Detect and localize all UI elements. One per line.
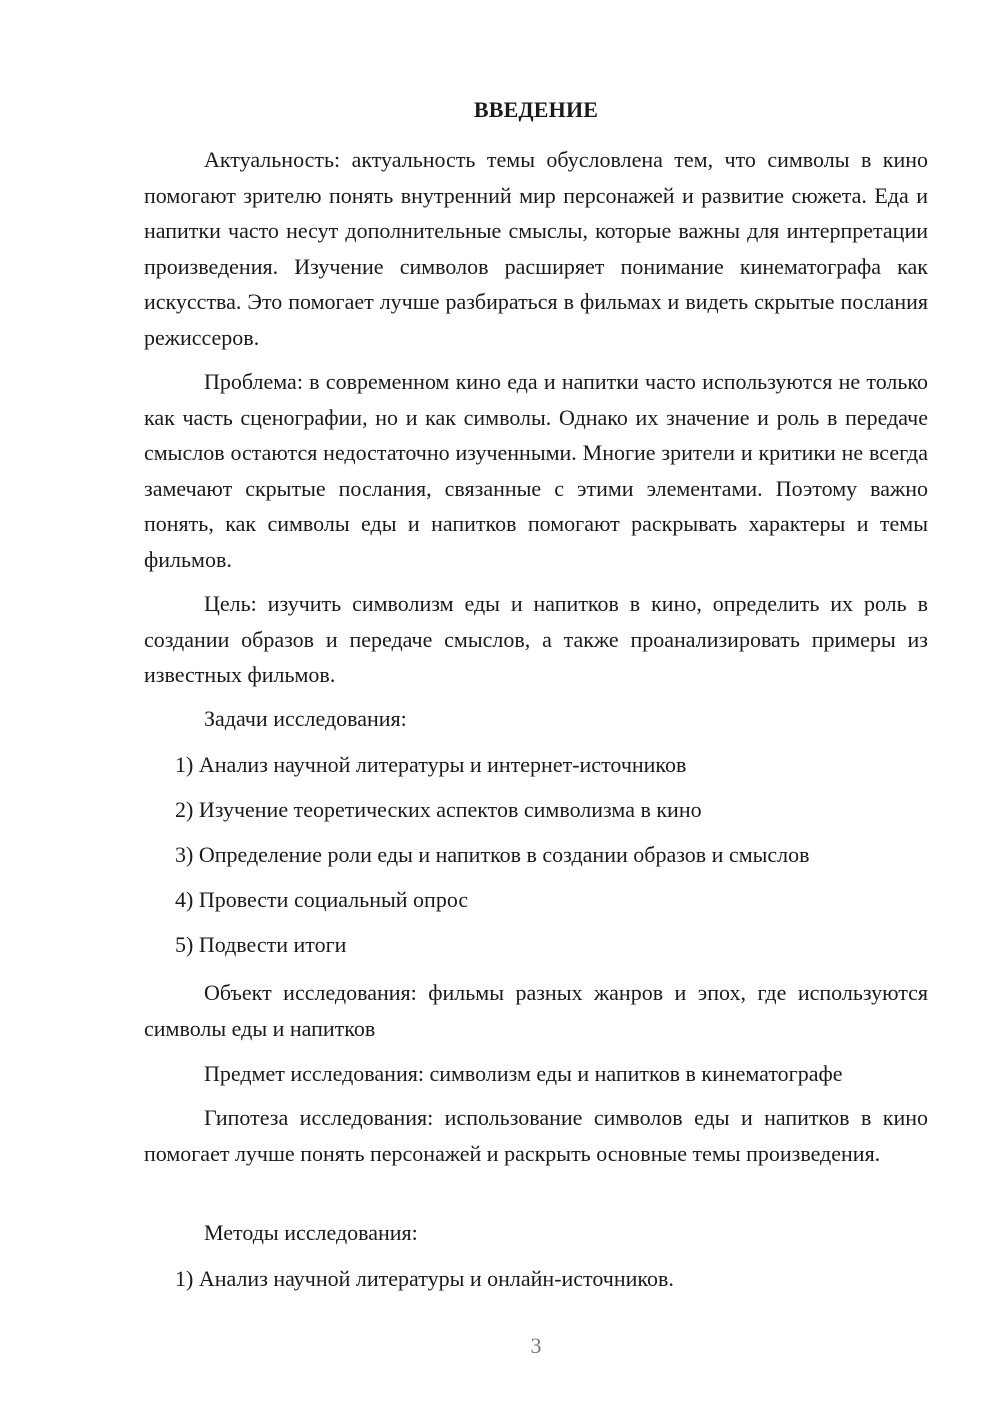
object-paragraph: Объект исследования: фильмы разных жанров и эпох, где используются символы еды и напитков xyxy=(144,980,928,1041)
task-item: 5) Подвести итоги xyxy=(175,932,347,957)
subject-paragraph: Предмет исследования: символизм еды и напитков в кинематографе xyxy=(204,1061,843,1086)
relevance-paragraph: Актуальность: актуальность темы обусловлена тем, что символы в кино помогают зрителю понять внутренний мир персонажей и развитие сюжета. Еда и напитки часто несут дополнительные смыслы, которые важны для интерпретации произведения. Изучение символов расширяет понимание кинематографа как искусства. Это помогает лучше разбираться в фильмах и видеть скрытые послания режиссеров. xyxy=(144,147,928,350)
task-item: 1) Анализ научной литературы и интернет-источников xyxy=(175,752,687,777)
page-number: 3 xyxy=(530,1333,542,1358)
section-title: ВВЕДЕНИЕ xyxy=(473,97,599,122)
task-item: 2) Изучение теоретических аспектов символизма в кино xyxy=(175,797,702,822)
method-item: 1) Анализ научной литературы и онлайн-источников. xyxy=(175,1266,674,1291)
methods-heading: Методы исследования: xyxy=(204,1220,418,1245)
task-item: 4) Провести социальный опрос xyxy=(175,887,469,912)
hypothesis-paragraph: Гипотеза исследования: использование символов еды и напитков в кино помогает лучше понять персонажей и раскрыть основные темы произведения. xyxy=(144,1105,928,1166)
goal-paragraph: Цель: изучить символизм еды и напитков в кино, определить их роль в создании образов и передаче смыслов, а также проанализировать примеры из известных фильмов. xyxy=(144,591,928,687)
tasks-heading: Задачи исследования: xyxy=(204,706,407,731)
task-item: 3) Определение роли еды и напитков в создании образов и смыслов xyxy=(175,842,810,867)
problem-paragraph: Проблема: в современном кино еда и напитки часто используются не только как часть сценографии, но и как символы. Однако их значение и роль в передаче смыслов остаются недостаточно изученными. Многие зрители и критики не всегда замечают скрытые послания, связанные с этими элементами. Поэтому важно понять, как символы еды и напитков помогают раскрывать характеры и темы фильмов. xyxy=(144,369,928,572)
